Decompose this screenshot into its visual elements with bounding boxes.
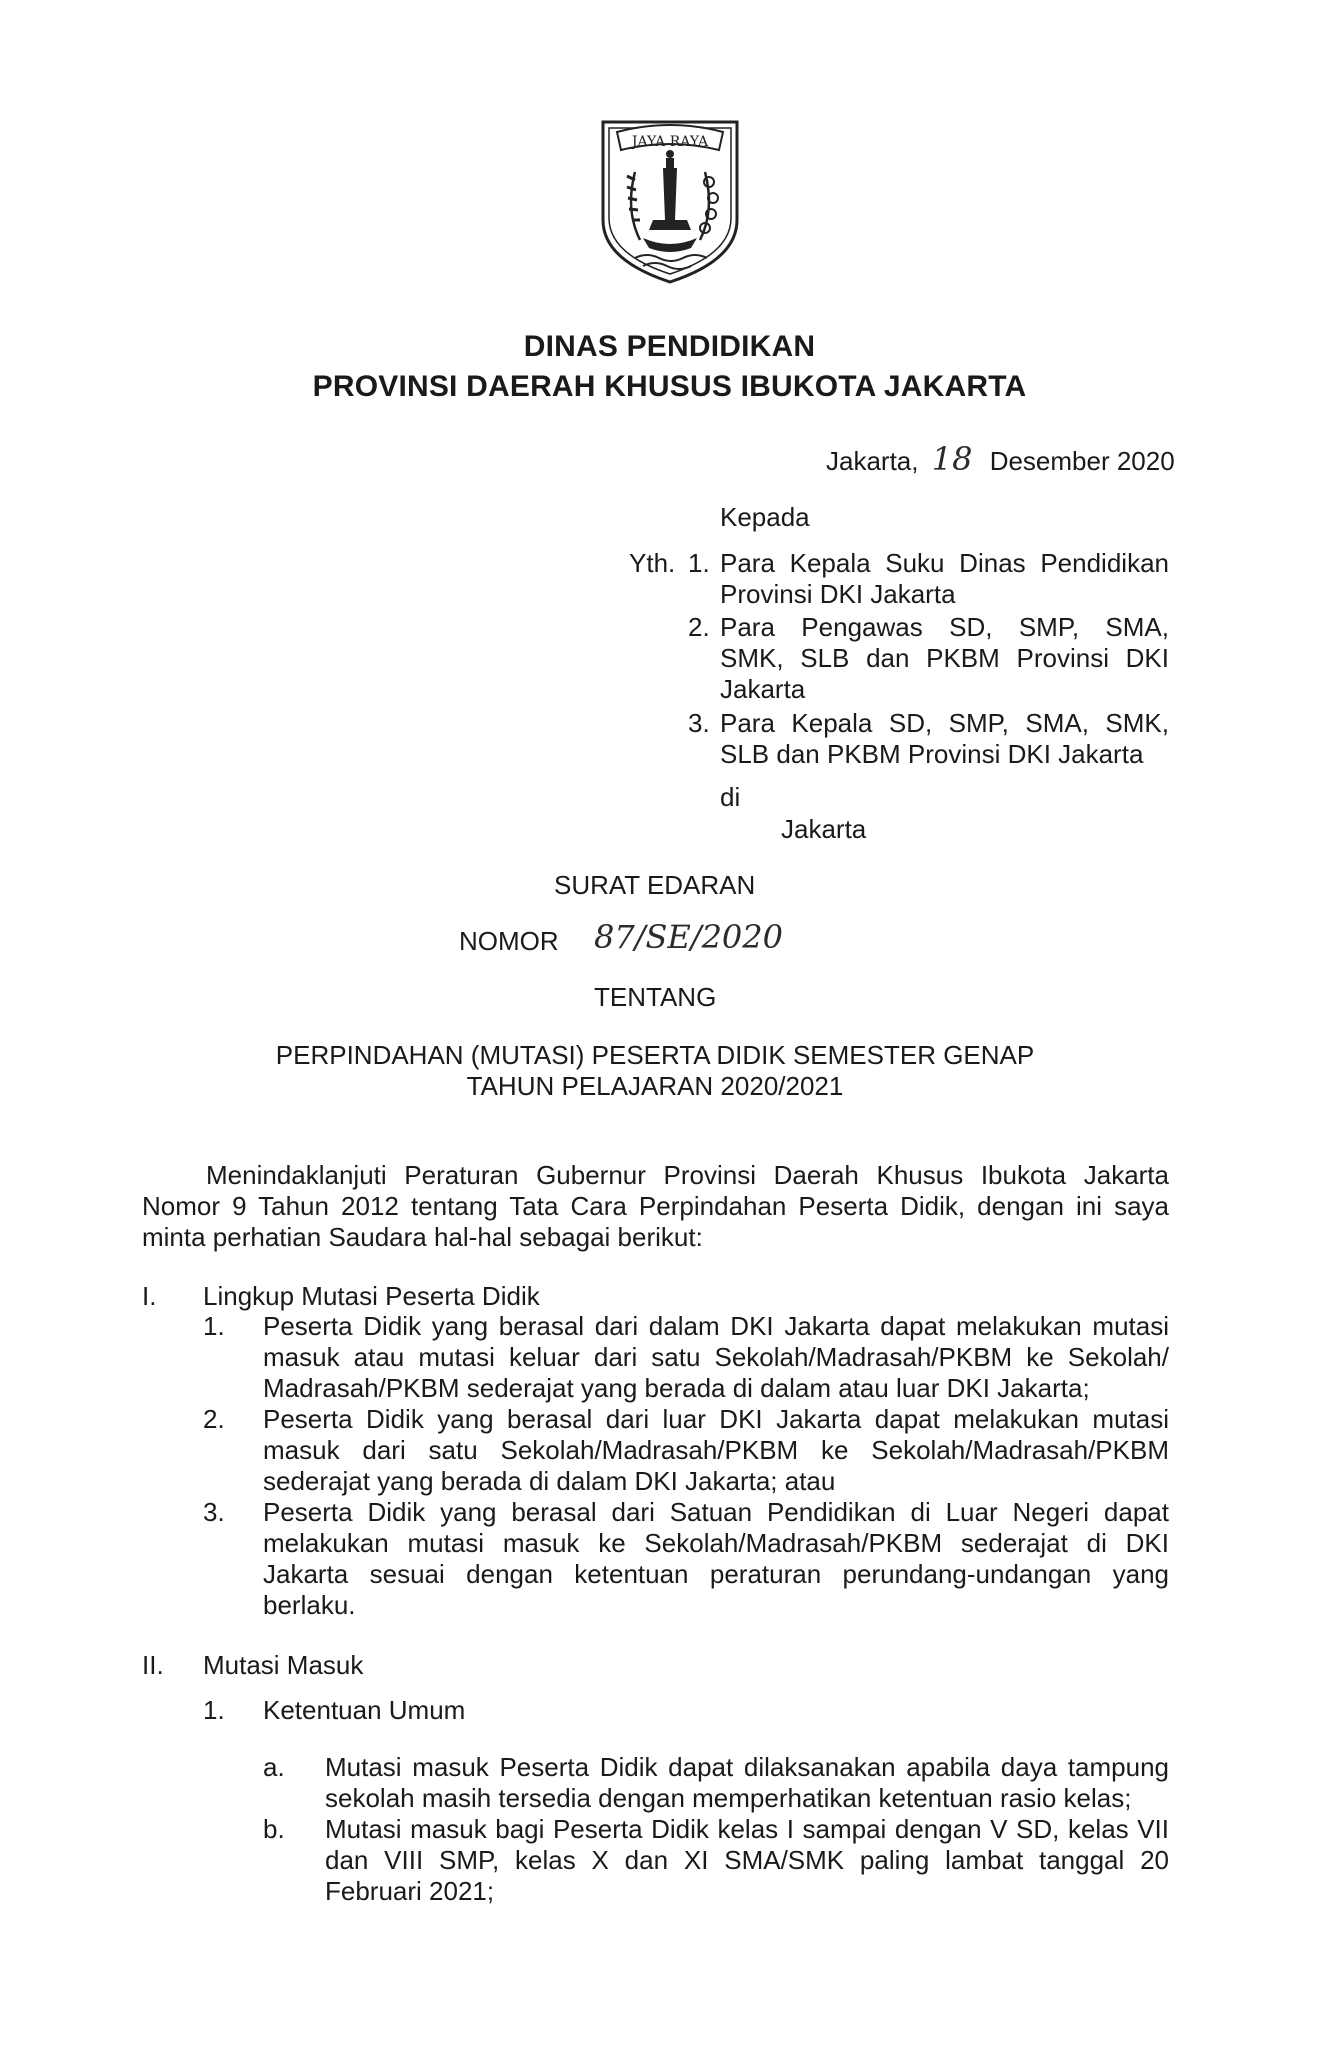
list-line: Peserta Didik yang berasal dari luar DKI Jakarta dapat melakukan mutasi bbox=[263, 1404, 1169, 1434]
list-number: 2. bbox=[203, 1404, 225, 1434]
date-line bbox=[826, 440, 1175, 478]
date-month-year: Desember 2020 bbox=[989, 446, 1175, 476]
date-city: Jakarta, bbox=[826, 446, 919, 476]
tentang-label: TENTANG bbox=[594, 982, 717, 1012]
list-line: Madrasah/PKBM sederajat yang berada di dalam atau luar DKI Jakarta; bbox=[263, 1373, 1090, 1403]
list-line: Jakarta sesuai dengan ketentuan peraturan perundang-undangan yang bbox=[263, 1559, 1169, 1589]
list-line: berlaku. bbox=[263, 1590, 356, 1620]
list-line: masuk dari satu Sekolah/Madrasah/PKBM ke Sekolah/Madrasah/PKBM bbox=[263, 1435, 1169, 1465]
list-line: Peserta Didik yang berasal dari Satuan Pendidikan di Luar Negeri dapat bbox=[263, 1497, 1169, 1527]
nomor-label: NOMOR bbox=[459, 926, 559, 956]
section-number: II. bbox=[142, 1650, 164, 1680]
subsection-number: 1. bbox=[203, 1695, 225, 1725]
recipient-num: 1. bbox=[688, 548, 710, 578]
recipient-yth: Yth. bbox=[629, 548, 676, 578]
list-line: Mutasi masuk bagi Peserta Didik kelas I sampai dengan V SD, kelas VII bbox=[325, 1814, 1169, 1844]
emblem-label: JAYA RAYA bbox=[631, 134, 709, 150]
list-line: sederajat yang berada di dalam DKI Jakarta; atau bbox=[263, 1466, 836, 1496]
intro-line: Nomor 9 Tahun 2012 tentang Tata Cara Perpindahan Peserta Didik, dengan ini saya bbox=[142, 1191, 1169, 1221]
recipient-line: SMK, SLB dan PKBM Provinsi DKI bbox=[720, 643, 1169, 673]
section-number: I. bbox=[142, 1281, 157, 1311]
list-line: Mutasi masuk Peserta Didik dapat dilaksanakan apabila daya tampung bbox=[325, 1752, 1169, 1782]
section-title: Mutasi Masuk bbox=[203, 1650, 364, 1680]
recipient-line: Para Pengawas SD, SMP, SMA, bbox=[720, 612, 1169, 642]
list-line: dan VIII SMP, kelas X dan XI SMA/SMK paling lambat tanggal 20 bbox=[325, 1845, 1169, 1875]
recipient-line: Para Kepala SD, SMP, SMA, SMK, bbox=[720, 708, 1169, 738]
list-line: sekolah masih tersedia dengan memperhatikan ketentuan rasio kelas; bbox=[325, 1783, 1132, 1813]
recipient-place: Jakarta bbox=[781, 814, 867, 844]
list-line: Februari 2021; bbox=[325, 1876, 495, 1906]
date-day: 18 bbox=[931, 440, 973, 478]
recipient-line: Para Kepala Suku Dinas Pendidikan bbox=[720, 548, 1169, 578]
letterhead-line1: DINAS PENDIDIKAN bbox=[523, 330, 816, 363]
list-number: 3. bbox=[203, 1497, 225, 1527]
list-line: Peserta Didik yang berasal dari dalam DKI Jakarta dapat melakukan mutasi bbox=[263, 1311, 1169, 1341]
section-title: Lingkup Mutasi Peserta Didik bbox=[203, 1281, 540, 1311]
recipient-num: 2. bbox=[688, 612, 710, 642]
letterhead-line2: PROVINSI DAERAH KHUSUS IBUKOTA JAKARTA bbox=[312, 370, 1027, 403]
nomor-value: 87/SE/2020 bbox=[594, 918, 783, 956]
list-number: 1. bbox=[203, 1311, 225, 1341]
subject-line2: TAHUN PELAJARAN 2020/2021 bbox=[466, 1071, 844, 1101]
recipient-num: 3. bbox=[688, 708, 710, 738]
intro-line: Menindaklanjuti Peraturan Gubernur Provinsi Daerah Khusus Ibukota Jakarta bbox=[206, 1160, 1169, 1190]
list-line: masuk atau mutasi keluar dari satu Sekolah/Madrasah/PKBM ke Sekolah/ bbox=[263, 1342, 1169, 1372]
recipient-line: Jakarta bbox=[720, 674, 806, 704]
recipient-kepada: Kepada bbox=[720, 502, 810, 532]
list-letter: b. bbox=[263, 1814, 285, 1844]
recipient-line: Provinsi DKI Jakarta bbox=[720, 579, 956, 609]
letter-type: SURAT EDARAN bbox=[554, 870, 756, 900]
recipient-di: di bbox=[720, 782, 741, 812]
list-line: melakukan mutasi masuk ke Sekolah/Madrasah/PKBM sederajat di DKI bbox=[263, 1528, 1169, 1558]
list-letter: a. bbox=[263, 1752, 285, 1782]
subsection-title: Ketentuan Umum bbox=[263, 1695, 466, 1725]
recipient-line: SLB dan PKBM Provinsi DKI Jakarta bbox=[720, 739, 1144, 769]
jakarta-emblem-icon bbox=[595, 110, 745, 290]
subject-line1: PERPINDAHAN (MUTASI) PESERTA DIDIK SEMESTER GENAP bbox=[275, 1040, 1035, 1070]
intro-line: minta perhatian Saudara hal-hal sebagai berikut: bbox=[142, 1222, 703, 1252]
